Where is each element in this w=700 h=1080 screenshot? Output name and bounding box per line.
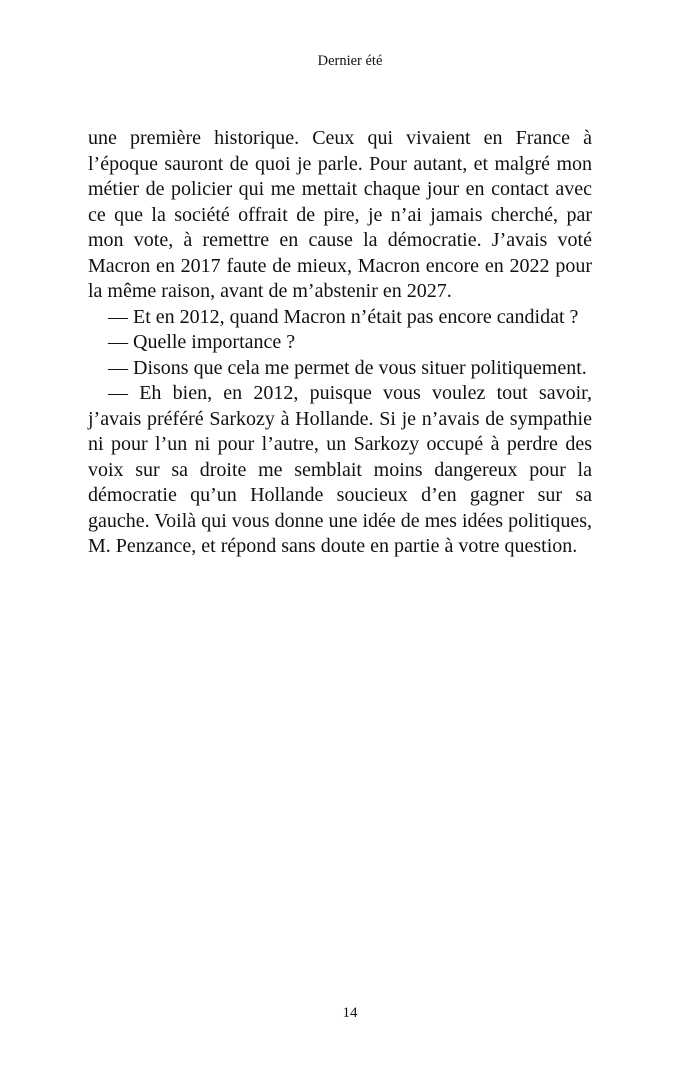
dialogue-line: — Disons que cela me permet de vous situer politiquement. (108, 356, 587, 379)
paragraph-narration: une première historique. Ceux qui vivaient en France à l’époque sauront de quoi je parle. Pour autant, et malgré mon métier de policier qui me mettait chaque jour en contact avec ce que la société offrait de pire, je n’ai jamais cherché, par mon vote, à remettre en cause la démocratie. J’avais voté Macron en 2017 faute de mieux, Macron encore en 2022 pour la même raison, avant de m’abstenir en 2027. (88, 127, 592, 302)
running-header: Dernier été (317, 53, 383, 69)
dialogue-line: — Et en 2012, quand Macron n’était pas encore candidat ? (108, 305, 579, 328)
dialogue-line: — Eh bien, en 2012, puisque vous voulez tout savoir, j’avais préféré Sarkozy à Hollande. Si je n’avais de sympathie ni pour l’un ni pour l’autre, un Sarkozy occupé à perdre des voix sur sa droite me semblait moins dangereux pour la démocratie qu’un Hollande soucieux d’en gagner sur sa gauche. Voilà qui vous donne une idée de mes idées politiques, M. Penzance, et répond sans doute en partie à votre question. (88, 382, 592, 557)
body-text (88, 126, 592, 560)
dialogue-line: — Quelle importance ? (108, 331, 296, 353)
page-number: 14 (342, 1005, 358, 1021)
